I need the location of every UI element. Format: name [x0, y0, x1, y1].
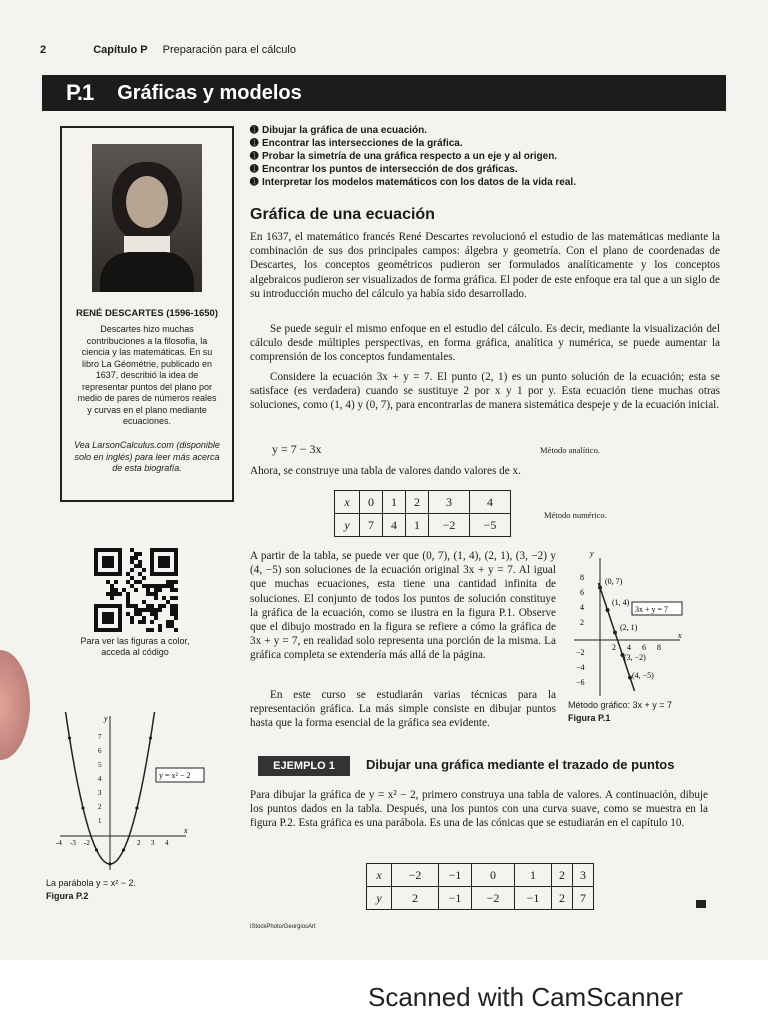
- y-tick-label: 4: [580, 603, 584, 612]
- bio-link: Vea LarsonCalculus.com (disponible solo en inglés) para leer más acerca de esta biografía.: [74, 440, 220, 473]
- figure-p1-method: Método gráfico: 3x + y = 7: [568, 700, 673, 710]
- equation-label: 3x + y = 7: [635, 605, 669, 614]
- end-of-example-mark: [696, 900, 706, 908]
- values-table-1: x 0 1 2 3 4 y 7 4 1 −2 −5: [334, 490, 511, 537]
- y-tick-label: 6: [580, 588, 584, 597]
- objective-item: ➊ Probar la simetría de una gráfica respecto a un eje y al origen.: [250, 151, 558, 162]
- parabola-point: [122, 848, 125, 851]
- solution-point: [613, 631, 617, 635]
- paragraph-2: Se puede seguir el mismo enfoque en el estudio del cálculo. Es decir, mediante la visualización del cálculo desde múltiples perspectivas, en forma gráfica, analítica y numérica, se puede aumentar la comprensión de los conceptos fundamentales.: [250, 323, 720, 364]
- example-text: Para dibujar la gráfica de y = x² − 2, primero construya una tabla de valores. A continuación, dibuje los puntos dados en la tabla. Después, una los puntos con una curva suave, como se muestra en la figura P.2. Esta gráfica es una parábola. Es una de las cónicas que se estudiarán en el capítulo 10.: [250, 789, 708, 830]
- parabola-point: [135, 806, 138, 809]
- paragraph-3: Considere la ecuación 3x + y = 7. El punto (2, 1) es un punto solución de la ecuación; esta se satisface (es verdadera) cuando se sustituye 2 por x y 1 por y. Esta ecuación tiene muchas otras soluciones, como (1, 4) y (0, 7), para encontrarlas de manera sistemática despeje y de la ecuación inicial.: [250, 371, 720, 412]
- y-tick-label: −2: [576, 648, 585, 657]
- scanner-finger: [0, 650, 30, 760]
- parabola-point: [149, 736, 152, 739]
- x-tick-label: 8: [657, 643, 661, 652]
- y-tick-label: 2: [98, 803, 102, 811]
- paragraph-4: Ahora, se construye una tabla de valores dando valores de x.: [250, 465, 521, 477]
- x-tick-label: 2: [612, 643, 616, 652]
- y-axis-label: y: [590, 549, 594, 558]
- figure-p1-label: Figura P.1: [568, 713, 611, 723]
- objectives-list: [250, 124, 720, 189]
- equation-label: y = x² − 2: [159, 771, 191, 780]
- values-table-2: x −2 −1 0 1 2 3 y 2 −1 −2 −1 2 7: [366, 863, 594, 910]
- page-number: 2: [40, 44, 47, 56]
- x-tick-label: 4: [627, 643, 631, 652]
- table-note: Método numérico.: [544, 510, 607, 520]
- subsection-title: Gráfica de una ecuación: [250, 206, 435, 223]
- example-label: EJEMPLO 1: [258, 756, 350, 776]
- bio-text: Descartes hizo muchas contribuciones a la filosofía, la ciencia y las matemáticas. En su libro La Géométrie, publicado en 1637, describió la idea de representar puntos del plano por medio de pares de números reales y curvas en el plano mediante ecuaciones.: [77, 324, 217, 426]
- figure-p2-caption: La parábola y = x² − 2.: [46, 878, 137, 888]
- section-code: P.1: [66, 80, 94, 105]
- x-tick-label: -3: [70, 839, 76, 847]
- camscanner-watermark: Scanned with CamScanner: [368, 982, 684, 1012]
- x-tick-label: -4: [56, 839, 62, 847]
- x-axis-label: x: [678, 631, 682, 640]
- equation-line: y = 7 − 3x: [272, 442, 322, 456]
- figure-p1-graph: [568, 548, 718, 700]
- point-label: (3, −2): [624, 653, 646, 662]
- point-label: (2, 1): [620, 623, 638, 632]
- equation-note: Método analítico.: [540, 445, 600, 455]
- x-tick-label: 3: [151, 839, 155, 847]
- y-tick-label: 8: [580, 573, 584, 582]
- objective-item: ➊ Encontrar los puntos de intersección de dos gráficas.: [250, 164, 518, 175]
- chapter-label: Capítulo P: [93, 44, 148, 56]
- y-tick-label: 3: [98, 789, 102, 797]
- point-label: (1, 4): [612, 598, 630, 607]
- photo-credit: iStockPhoto/GeorgiosArt: [250, 924, 316, 930]
- figure-p2-label: Figura P.2: [46, 891, 89, 901]
- descartes-portrait: [92, 144, 202, 292]
- qr-caption: Para ver las figuras a color, acceda al código: [80, 636, 190, 657]
- biography-box: [60, 126, 234, 502]
- paragraph-5: A partir de la tabla, se puede ver que (0, 7), (1, 4), (2, 1), (3, −2) y (4, −5) son soluciones de la ecuación original 3x + y = 7. Al igual que muchas ecuaciones, esta tiene una cantidad infinita de soluciones. El conjunto de todos los puntos de solución constituye la gráfica de la ecuación, como se ilustra en la figura P.1. Observe que el dibujo mostrado en la figura se refiere a cómo la gráfica de 3x + y = 7, en realidad solo representa una porción de la misma. La gráfica completa se extendería más allá de la página.: [250, 550, 556, 662]
- section-banner: [42, 75, 726, 111]
- y-axis-label: y: [104, 714, 108, 723]
- y-tick-label: −4: [576, 663, 585, 672]
- example-title: Dibujar una gráfica mediante el trazado de puntos: [366, 757, 675, 772]
- x-axis-label: x: [184, 826, 188, 835]
- objective-item: ➊ Encontrar las intersecciones de la gráfica.: [250, 138, 463, 149]
- y-tick-label: 4: [98, 775, 102, 783]
- qr-code[interactable]: [94, 548, 178, 632]
- section-title: Gráficas y modelos: [117, 81, 302, 104]
- y-tick-label: −6: [576, 678, 585, 687]
- x-tick-label: 2: [137, 839, 141, 847]
- parabola-point: [95, 848, 98, 851]
- x-tick-label: 6: [642, 643, 646, 652]
- y-tick-label: 6: [98, 747, 102, 755]
- objective-item: ➊ Dibujar la gráfica de una ecuación.: [250, 125, 428, 136]
- y-tick-label: 2: [580, 618, 584, 627]
- running-header: [40, 44, 296, 56]
- parabola-point: [81, 806, 84, 809]
- bio-name: RENÉ DESCARTES (1596-1650): [75, 308, 219, 319]
- point-label: (4, −5): [632, 671, 654, 680]
- parabola-point: [108, 862, 111, 865]
- y-tick-label: 1: [98, 817, 102, 825]
- chapter-title: Preparación para el cálculo: [162, 44, 296, 56]
- y-tick-label: 5: [98, 761, 102, 769]
- point-label: (0, 7): [605, 577, 623, 586]
- x-tick-label: -2: [84, 839, 90, 847]
- paragraph-1: En 1637, el matemático francés René Descartes revolucionó el estudio de las matemáticas mediante la combinación de sus dos principales campos: álgebra y geometría. Con el plano de coordenadas de Descartes, los conceptos geométricos pudieron ser formulados analíticamente y los conceptos algebraicos pudieron ser visualizados de forma gráfica. El poder de este enfoque era tal que a un siglo de su introducción mucho del cálculo ya había sido desarrollado.: [250, 231, 720, 300]
- y-tick-label: 7: [98, 733, 102, 741]
- figure-p2-graph: [56, 712, 216, 872]
- parabola-point: [68, 736, 71, 739]
- paragraph-6: En este curso se estudiarán varias técnicas para la representación gráfica. La más simple consiste en dibujar puntos hasta que la forma esencial de la gráfica sea evidente.: [250, 689, 556, 730]
- solution-point: [598, 586, 602, 590]
- objective-item: ➊ Interpretar los modelos matemáticos con los datos de la vida real.: [250, 177, 576, 188]
- solution-point: [606, 608, 610, 612]
- x-tick-label: 4: [165, 839, 169, 847]
